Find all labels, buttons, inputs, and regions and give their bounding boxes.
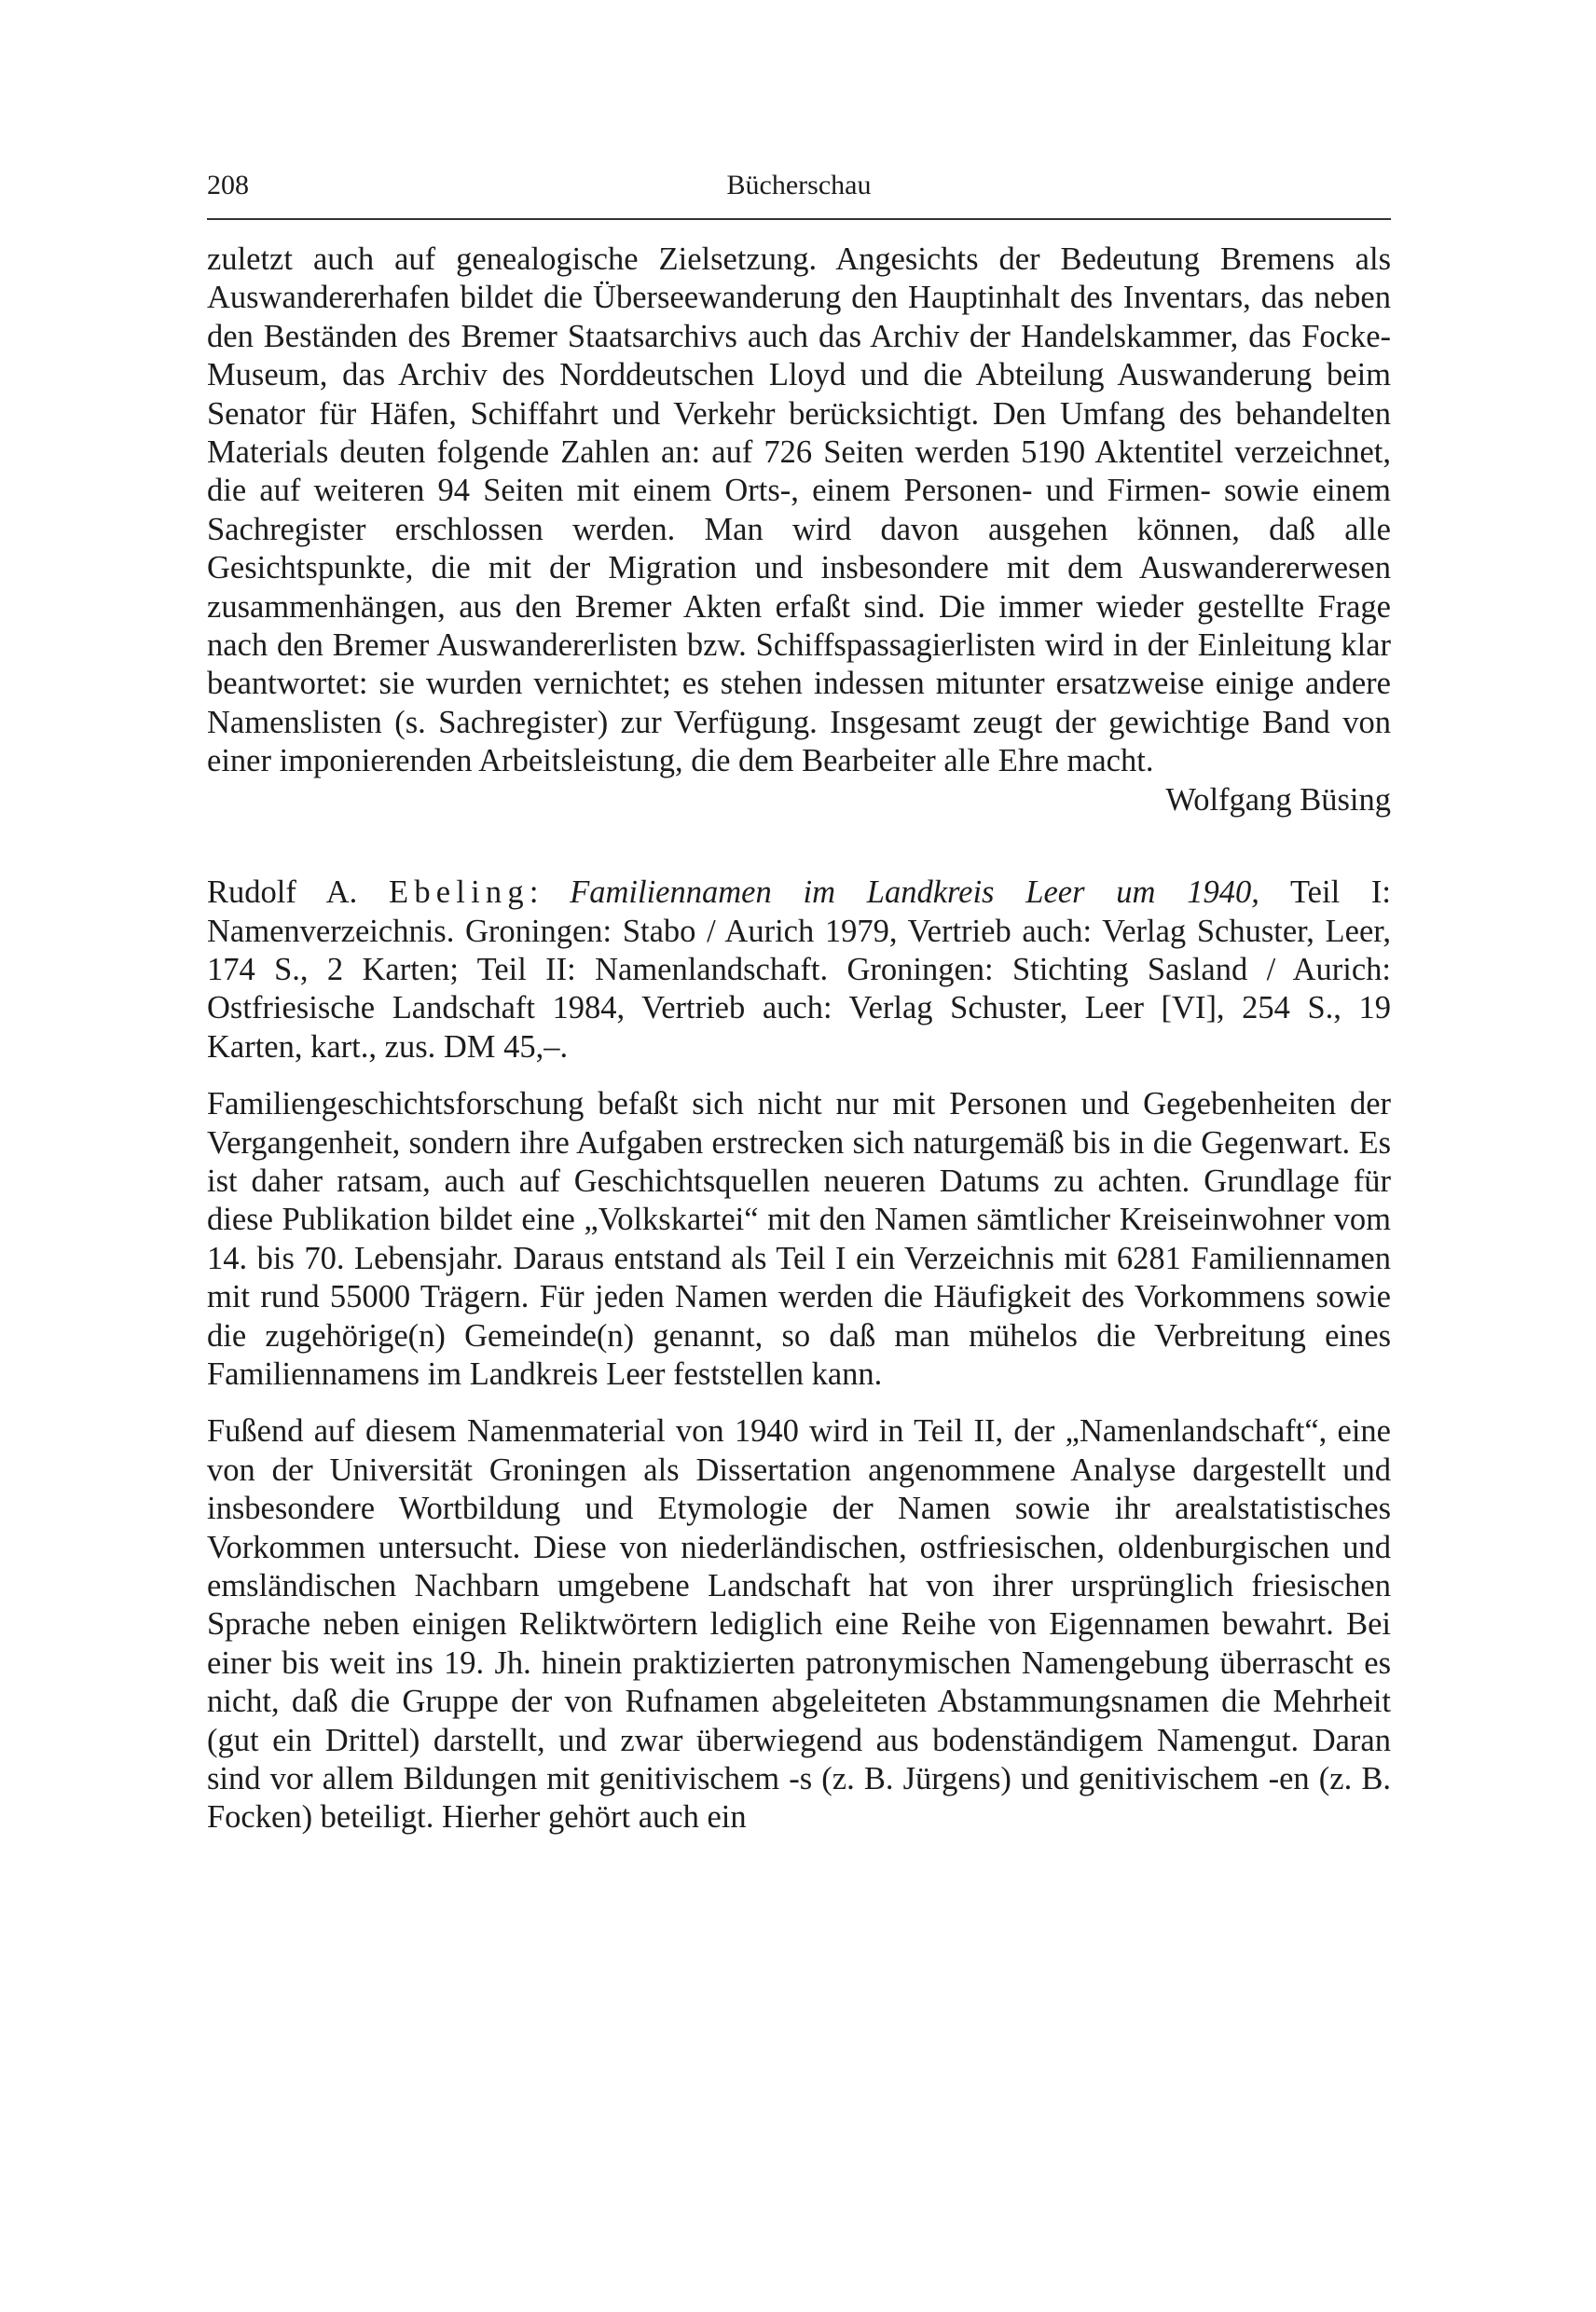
author-first-name: Rudolf A. <box>207 874 358 911</box>
bibliographic-entry <box>207 874 1391 1067</box>
review-paragraph: Fußend auf diesem Namenmaterial von 1940 wird in Teil II, der „Namenlandschaft“, eine von der Universität Groningen als Dissertation angenommene Analyse dargestellt und insbesondere Wortbildung und Etymologie der Namen sowie ihr arealstatistisches Vorkommen untersucht. Diese von niederländischen, ostfriesischen, oldenburgischen und emsländischen Nachbarn umgebene Landschaft hat von ihrer ursprünglich friesischen Sprache neben einigen Reliktwörtern lediglich eine Reihe von Eigennamen bewahrt. Bei einer bis weit ins 19. Jh. hinein praktizierten patronymischen Namengebung überrascht es nicht, daß die Gruppe der von Rufnamen abgeleiteten Abstammungsnamen die Mehrheit (gut ein Drittel) darstellt, und zwar überwiegend aus bodenständigem Namengut. Daran sind vor allem Bildungen mit genitivischem -s (z. B. Jürgens) und genitivischem -en (z. B. Focken) beteiligt. Hierher gehört auch ein <box>207 1413 1391 1836</box>
author-surname: Ebeling <box>389 874 530 911</box>
review-continuation-paragraph <box>207 241 1391 819</box>
reviewer-signature: Wolfgang Büsing <box>1165 781 1391 818</box>
running-title: Bücherschau <box>726 170 872 200</box>
author-colon: : <box>529 874 539 911</box>
book-title: Familiennamen im Landkreis Leer um 1940, <box>570 874 1259 911</box>
review-text: zuletzt auch auf genealogische Zielsetzung. Angesichts der Bedeutung Bremens als Auswandererhafen bildet die Überseewanderung den Hauptinhalt des Inventars, das neben den Beständen des Bremer Staatsarchivs auch das Archiv der Handelskammer, das Focke-Museum, das Archiv des Norddeutschen Lloyd und die Abteilung Auswanderung beim Senator für Häfen, Schiffahrt und Verkehr berücksichtigt. Den Umfang des behandelten Materials deuten folgende Zahlen an: auf 726 Seiten werden 5190 Aktentitel verzeichnet, die auf weiteren 94 Seiten mit einem Orts-, einem Personen- und Firmen- sowie einem Sachregister erschlossen werden. Man wird davon ausgehen können, daß alle Gesichtspunkte, die mit der Migration und insbesondere mit dem Auswandererwesen zusammenhängen, aus den Bremer Akten erfaßt sind. Die immer wieder gestellte Frage nach den Bremer Auswandererlisten bzw. Schiffspassagierlisten wird in der Einleitung klar beantwortet: sie wurden vernichtet; es stehen indessen mitunter ersatzweise einige andere Namenslisten (s. Sachregister) zur Verfügung. Insgesamt zeugt der gewichtige Band von einer imponierenden Arbeitsleistung, die dem Bearbeiter alle Ehre macht. <box>207 241 1391 779</box>
running-head <box>207 170 1391 220</box>
bibliographic-details: Teil I: Namenverzeichnis. Groningen: Stabo / Aurich 1979, Vertrieb auch: Verlag Schuster, Leer, 174 S., 2 Karten; Teil II: Namenlandschaft. Groningen: Stichting Sasland / Aurich: Ostfriesische Landschaft 1984, Vertrieb auch: Verlag Schuster, Leer [VI], 254 S., 19 Karten, kart., zus. DM 45,–. <box>207 874 1391 1065</box>
page-body <box>207 241 1391 1837</box>
page <box>207 170 1391 1837</box>
review-paragraph: Familiengeschichtsforschung befaßt sich nicht nur mit Personen und Gegebenheiten der Vergangenheit, sondern ihre Aufgaben erstrecken sich naturgemäß bis in die Gegenwart. Es ist daher ratsam, auch auf Geschichtsquellen neueren Datums zu achten. Grundlage für diese Publikation bildet eine „Volkskartei“ mit den Namen sämtlicher Kreiseinwohner vom 14. bis 70. Lebensjahr. Daraus entstand als Teil I ein Verzeichnis mit 6281 Familiennamen mit rund 55000 Trägern. Für jeden Namen werden die Häufigkeit des Vorkommens sowie die zugehörige(n) Gemeinde(n) genannt, so daß man mühelos die Verbreitung eines Familiennamens im Landkreis Leer feststellen kann. <box>207 1086 1391 1392</box>
page-number: 208 <box>207 170 249 200</box>
